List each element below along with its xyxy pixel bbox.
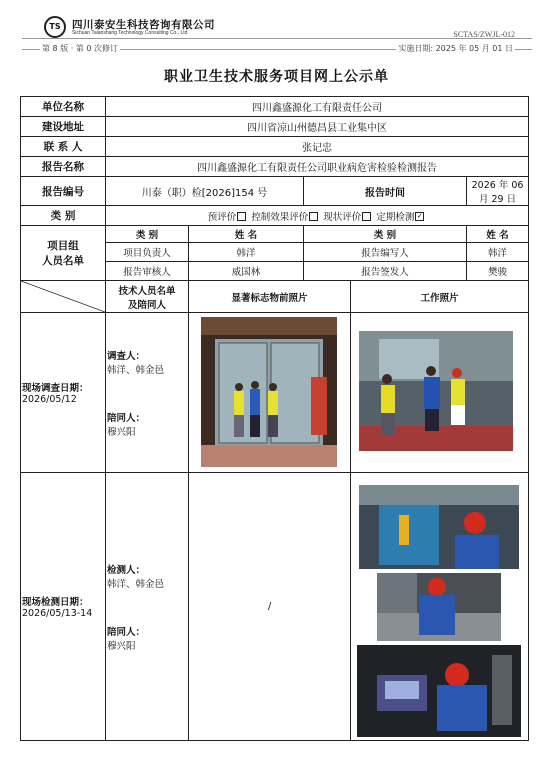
row-report-name [21, 157, 529, 177]
surveyor-names: 韩洋、韩金邑 [107, 364, 165, 376]
report-number-value: 川泰（职）检[2026]154 号 [106, 177, 304, 206]
team-member-name: 威国林 [189, 262, 304, 281]
category-options [106, 206, 529, 226]
team-role: 报告审核人 [106, 262, 189, 281]
escort-name: 穆兴阳 [107, 426, 136, 438]
survey-work-photo-cell [351, 313, 529, 473]
entrance-photo [201, 317, 337, 467]
row-unit [21, 97, 529, 117]
team-header-row [21, 226, 529, 243]
header-divider [22, 38, 532, 39]
team-member-name: 樊骏 [467, 262, 529, 281]
document-code: SCTAS/ZWJL-012 [453, 30, 515, 39]
detection-row [21, 473, 529, 741]
team-col-type-1: 类 别 [106, 226, 189, 243]
checkbox-icon [362, 212, 371, 221]
detection-photo-1 [359, 485, 519, 569]
diagonal-line [21, 281, 105, 312]
page-title: 职业卫生技术服务项目网上公示单 [164, 69, 389, 85]
survey-work-photo-image [359, 331, 513, 451]
unit-value: 四川鑫盛源化工有限责任公司 [106, 97, 529, 117]
team-role: 项目负责人 [106, 243, 189, 262]
address-value: 四川省凉山州德昌县工业集中区 [106, 117, 529, 137]
escort-label: 陪同人： [107, 626, 146, 638]
survey-staff-cell [106, 313, 189, 473]
detection-sign-photo-cell: / [189, 473, 351, 741]
company-name-en: Sichuan Taianshang Technology Consulting Co., Ltd [72, 30, 188, 36]
sign-photo-column-header: 显著标志物前照片 [189, 281, 351, 313]
report-name-value: 四川鑫盛源化工有限责任公司职业病危害检验检测报告 [106, 157, 529, 177]
escort-name: 穆兴阳 [107, 640, 136, 652]
category-label: 类 别 [21, 206, 106, 226]
report-number-label: 报告编号 [21, 177, 106, 206]
survey-sign-photo-cell [189, 313, 351, 473]
notice-table [20, 96, 529, 741]
diagonal-header-cell [21, 281, 106, 313]
staff-column-header: 技术人员名单 及陪同人 [106, 281, 189, 313]
checkbox-icon [309, 212, 318, 221]
detection-staff-cell [106, 473, 189, 741]
team-col-name-2: 姓 名 [467, 226, 529, 243]
report-time-value: 2026 年 06 月 29 日 [467, 177, 529, 206]
checkbox-icon [237, 212, 246, 221]
detection-date-cell [21, 473, 106, 741]
detector-names: 韩洋、韩金邑 [107, 578, 165, 590]
company-name-cn: 四川泰安生科技咨询有限公司 [72, 19, 215, 31]
contact-label: 联 系 人 [21, 137, 106, 157]
checkbox-checked-icon [415, 212, 424, 221]
team-member-name: 韩洋 [189, 243, 304, 262]
row-category [21, 206, 529, 226]
photo-header-row [21, 281, 529, 313]
report-time-label: 报告时间 [304, 177, 467, 206]
detector-label: 检测人： [107, 564, 146, 576]
option-pre-evaluation: 预评价 [208, 212, 249, 223]
team-col-type-2: 类 别 [304, 226, 467, 243]
row-address [21, 117, 529, 137]
team-role: 报告签发人 [304, 262, 467, 281]
escort-label: 陪同人： [107, 412, 146, 424]
detection-date-value: 2026/05/13-14 [22, 608, 93, 619]
detection-photo-1-image [359, 485, 519, 569]
detection-work-photo-cell [351, 473, 529, 741]
entrance-photo-image [201, 317, 337, 467]
project-team-label: 项目组 人员名单 [21, 226, 106, 281]
team-col-name-1: 姓 名 [189, 226, 304, 243]
work-photo-column-header: 工作照片 [351, 281, 529, 313]
option-control-effect: 控制效果评价 [251, 212, 320, 223]
survey-date-value: 2026/05/12 [22, 394, 77, 405]
contact-value: 张记忠 [106, 137, 529, 157]
survey-row [21, 313, 529, 473]
surveyor-label: 调查人： [107, 350, 146, 362]
detection-date-label: 现场检测日期： [22, 597, 89, 608]
team-member-name: 韩洋 [467, 243, 529, 262]
implementation-date: 实施日期: 2025 年 05 月 01 日 [398, 44, 513, 53]
detection-photo-3-image [357, 645, 521, 737]
survey-date-cell [21, 313, 106, 473]
unit-label: 单位名称 [21, 97, 106, 117]
address-label: 建设地址 [21, 117, 106, 137]
detection-photo-3 [357, 645, 521, 737]
edition-info: 第 8 版 · 第 0 次修订 [42, 44, 118, 53]
survey-date-label: 现场调查日期： [22, 383, 89, 394]
survey-work-photo [359, 331, 513, 451]
document-header [0, 0, 553, 60]
detection-photo-2 [377, 573, 501, 641]
company-logo: TS [44, 16, 66, 38]
row-report-number [21, 177, 529, 206]
detection-photo-2-image [377, 573, 501, 641]
team-role: 报告编写人 [304, 243, 467, 262]
option-periodic-detection: 定期检测✓ [376, 212, 426, 223]
row-contact [21, 137, 529, 157]
option-status-evaluation: 现状评价 [323, 212, 373, 223]
report-name-label: 报告名称 [21, 157, 106, 177]
